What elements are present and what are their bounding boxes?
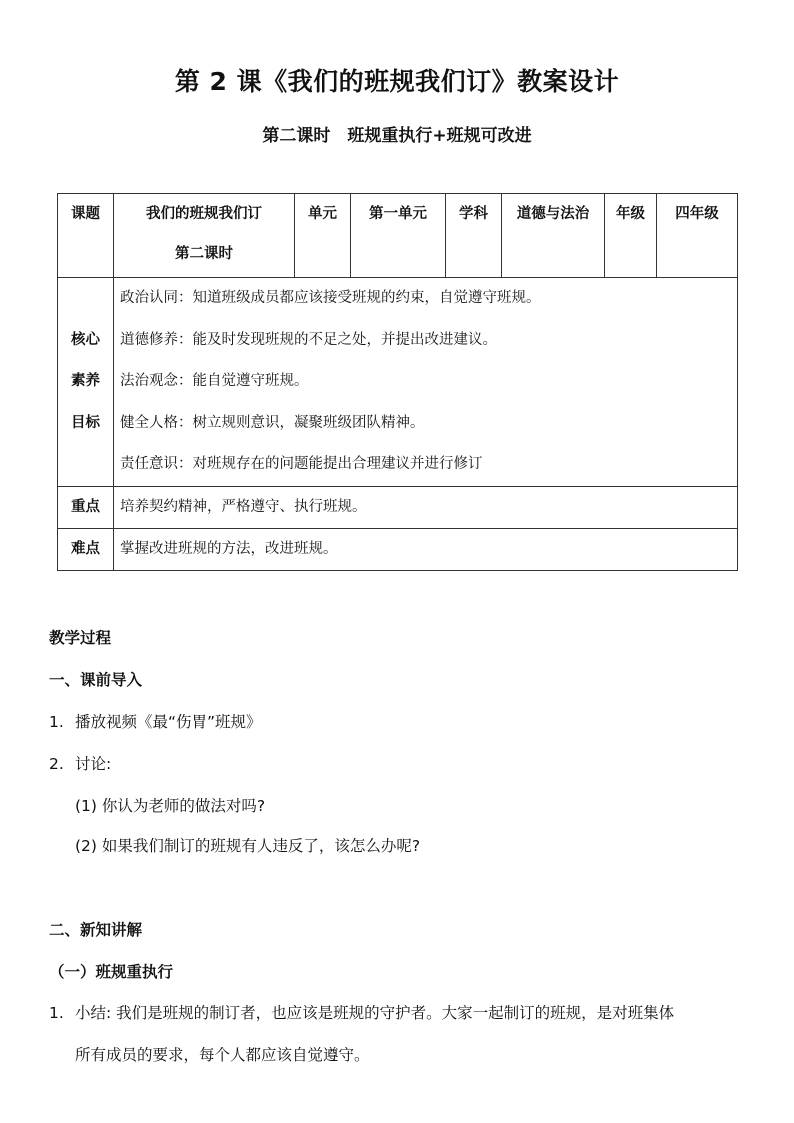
table-header-row [58,194,738,278]
table-difficulty-row [58,529,738,571]
table-core-row [58,278,738,487]
core-goal-line: 道德修养：能及时发现班规的不足之处，并提出改进建议。 [120,331,497,348]
section2-subheading: （一）班规重执行 [49,963,174,981]
list-item [49,710,262,732]
cell-grade-label: 年级 [605,194,657,278]
document-title: 第 2 课《我们的班规我们订》教案设计 [174,67,620,96]
process-heading: 教学过程 [49,629,112,647]
difficulty-text: 掌握改进班规的方法，改进班规。 [114,529,738,571]
sub-item: (2) 如果我们制订的班规有人违反了，该怎么办呢? [75,837,421,855]
lesson-info-table [57,193,738,571]
key-point-label: 重点 [58,487,114,529]
list-text: 播放视频《最“伤胃”班规》 [75,713,262,731]
list-number: 1. [49,713,64,731]
list-text-continued: 所有成员的要求，每个人都应该自觉遵守。 [75,1046,370,1064]
core-goal-line: 法治观念：能自觉遵守班规。 [120,373,309,389]
list-text: 小结: 我们是班规的制订者，也应该是班规的守护者。大家一起制订的班规，是对班集体 [75,1004,675,1022]
list-item [49,752,111,774]
cell-topic-value [114,194,295,278]
list-number: 1. [49,1004,64,1022]
document-subtitle: 第二课时 班规重执行+班规可改进 [262,126,532,146]
topic-line2: 第二课时 [175,246,233,262]
cell-grade-value: 四年级 [657,194,738,278]
core-goal-content [114,278,738,487]
difficulty-label: 难点 [58,529,114,571]
cell-unit-label: 单元 [295,194,351,278]
list-item [49,1001,674,1023]
section2-heading: 二、新知讲解 [49,921,143,939]
list-text: 讨论: [75,755,112,773]
core-goal-line: 健全人格：树立规则意识，凝聚班级团队精神。 [120,414,425,431]
table-key-row [58,487,738,529]
cell-subject-label: 学科 [446,194,502,278]
cell-topic-label: 课题 [58,194,114,278]
topic-line1: 我们的班规我们订 [146,206,262,222]
list-number: 2. [49,755,64,773]
core-goal-line: 责任意识：对班规存在的问题能提出合理建议并进行修订 [120,456,483,472]
core-goal-line: 政治认同：知道班级成员都应该接受班规的约束，自觉遵守班规。 [120,290,541,306]
cell-unit-value: 第一单元 [351,194,446,278]
section1-heading: 一、课前导入 [49,671,143,689]
sub-item: (1) 你认为老师的做法对吗? [75,797,266,815]
cell-subject-value: 道德与法治 [502,194,605,278]
core-goal-label: 核心 素养 目标 [58,278,114,487]
key-point-text: 培养契约精神，严格遵守、执行班规。 [114,487,738,529]
